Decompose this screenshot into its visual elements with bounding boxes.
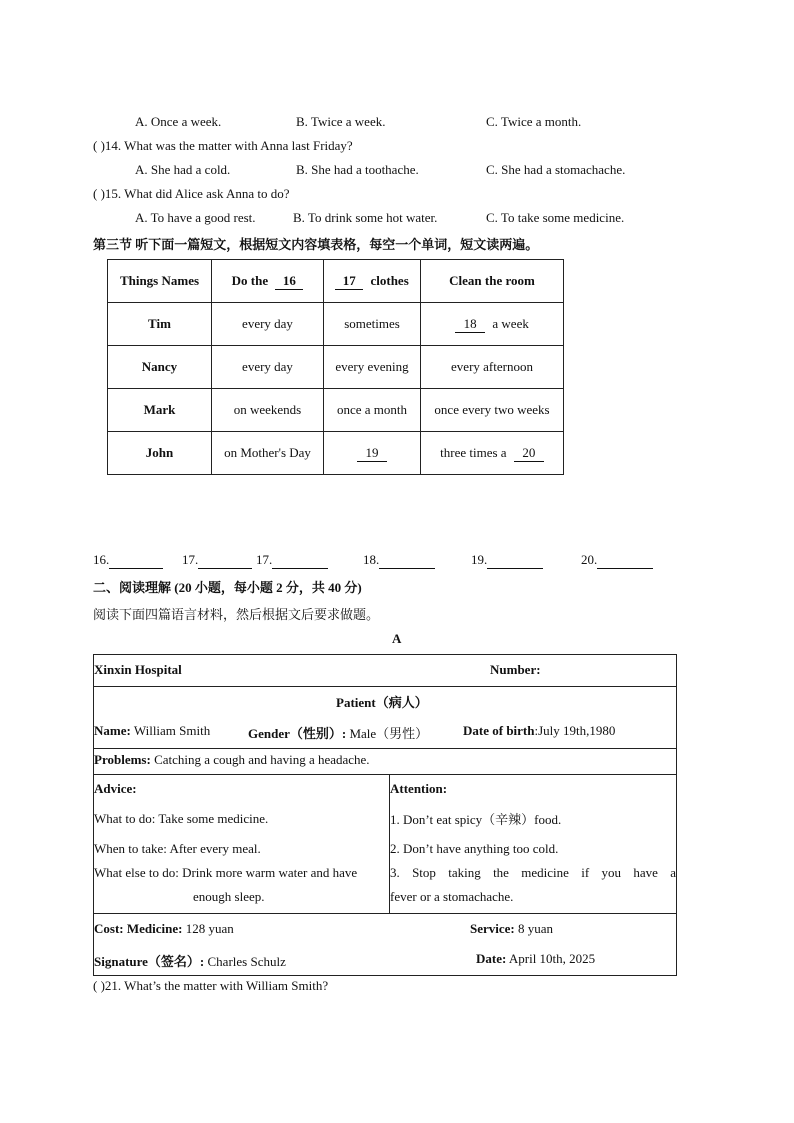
q13-option-a: A. Once a week.	[135, 114, 222, 129]
q13-option-c: C. Twice a month.	[486, 114, 582, 129]
row-cell: sometimes	[324, 303, 421, 346]
signature	[94, 951, 286, 970]
problems-label: Problems:	[94, 752, 151, 767]
answer-19-label: 19.	[471, 552, 488, 567]
q21-question: ( )21. What’s the matter with William Smith?	[93, 978, 329, 993]
signature-value: Charles Schulz	[204, 954, 286, 969]
date-value: April 10th, 2025	[506, 951, 596, 966]
q14-option-c: C. She had a stomachache.	[486, 162, 626, 177]
hospital-name: Xinxin Hospital	[94, 662, 182, 677]
table-header-row	[108, 260, 564, 303]
blank-20: 20	[514, 445, 544, 462]
q14-option-a: A. She had a cold.	[135, 162, 231, 177]
answer-16	[93, 552, 163, 569]
answer-17b	[256, 552, 328, 569]
answer-20	[581, 552, 653, 569]
q14-question: ( )14. What was the matter with Anna last Friday?	[93, 138, 353, 153]
attention-3-cont: fever or a stomachache.	[390, 889, 514, 904]
row-cell: once every two weeks	[421, 389, 564, 432]
row-cell: every afternoon	[421, 346, 564, 389]
patient-dob	[463, 723, 615, 739]
name-value: William Smith	[130, 723, 211, 738]
hospital-form	[93, 654, 677, 976]
listening-table	[107, 259, 564, 475]
advice-what-to-do: What to do: Take some medicine.	[94, 811, 269, 826]
answer-17-label: 17.	[182, 552, 199, 567]
service-label: Service:	[470, 921, 515, 936]
answer-20-label: 20.	[581, 552, 598, 567]
signature-label: Signature（签名）:	[94, 954, 205, 969]
row-cell	[421, 432, 564, 475]
patient-name	[94, 723, 210, 739]
row-name: Mark	[108, 389, 212, 432]
service-value: 8 yuan	[514, 921, 554, 936]
attention-label: Attention:	[390, 781, 448, 796]
table-row	[108, 432, 564, 475]
q15-option-a: A. To have a good rest.	[135, 210, 256, 225]
row-cell: on Mother's Day	[212, 432, 324, 475]
name-label: Name:	[94, 723, 131, 738]
answer-16-label: 16.	[93, 552, 110, 567]
number-label: Number:	[490, 662, 541, 677]
section3-heading: 第三节 听下面一篇短文，根据短文内容填表格，每空一个单词，短文读两遍。	[93, 237, 539, 252]
row-cell: on weekends	[212, 389, 324, 432]
form-date	[476, 951, 595, 967]
table-row	[108, 346, 564, 389]
advice-else-cont: enough sleep.	[193, 889, 265, 904]
q14-option-b: B. She had a toothache.	[296, 162, 419, 177]
q15-option-c: C. To take some medicine.	[486, 210, 625, 225]
cost-label: Cost: Medicine:	[94, 921, 183, 936]
q13-option-b: B. Twice a week.	[296, 114, 386, 129]
attention-3: 3. Stop taking the medicine if you have a	[390, 865, 676, 880]
answer-18-label: 18.	[363, 552, 380, 567]
attention-2: 2. Don’t have anything too cold.	[390, 841, 559, 856]
cost-medicine	[94, 921, 234, 937]
date-label: Date:	[476, 951, 507, 966]
q15-question: ( )15. What did Alice ask Anna to do?	[93, 186, 290, 201]
blank-17: 17	[335, 273, 363, 290]
row-cell: once a month	[324, 389, 421, 432]
row-cell: every day	[212, 346, 324, 389]
passage-a-label: A	[392, 631, 402, 646]
answer-19	[471, 552, 543, 569]
table-row	[108, 389, 564, 432]
problems-value: Catching a cough and having a headache.	[150, 752, 370, 767]
row-cell	[421, 303, 564, 346]
row-name: Nancy	[108, 346, 212, 389]
dob-label: Date of birth	[463, 723, 535, 738]
part2-title: 二、阅读理解 (20 小题，每小题 2 分，共 40 分)	[93, 580, 362, 595]
row-cell-text: a week	[492, 315, 529, 331]
answer-17b-label: 17.	[256, 552, 273, 567]
problems	[94, 752, 370, 768]
header-clothes	[324, 260, 421, 303]
row-cell-text: three times a	[440, 444, 507, 460]
header-things-names: Things Names	[108, 260, 212, 303]
row-cell: every day	[212, 303, 324, 346]
blank-18: 18	[455, 316, 485, 333]
answer-18	[363, 552, 435, 569]
dob-value: :July 19th,1980	[534, 723, 616, 738]
cost-service	[470, 921, 553, 937]
table-row	[108, 303, 564, 346]
cost-value: 128 yuan	[182, 921, 234, 936]
answer-17	[182, 552, 252, 569]
row-cell: every evening	[324, 346, 421, 389]
q15-option-b: B. To drink some hot water.	[293, 210, 438, 225]
advice-label: Advice:	[94, 781, 137, 796]
header-clean-room: Clean the room	[421, 260, 564, 303]
patient-gender	[248, 723, 428, 742]
row-name: John	[108, 432, 212, 475]
gender-value: Male（男性）	[346, 726, 429, 741]
gender-label: Gender（性别）:	[248, 726, 347, 741]
patient-heading: Patient（病人）	[336, 695, 428, 710]
header-do-the	[212, 260, 324, 303]
row-cell	[324, 432, 421, 475]
advice-else: What else to do: Drink more warm water and have	[94, 865, 358, 880]
blank-19: 19	[357, 445, 387, 462]
part2-instructions: 阅读下面四篇语言材料，然后根据文后要求做题。	[93, 607, 380, 622]
blank-16: 16	[275, 273, 303, 290]
row-name: Tim	[108, 303, 212, 346]
header-do-the-label: Do the	[231, 272, 269, 288]
advice-when-to-take: When to take: After every meal.	[94, 841, 261, 856]
attention-1: 1. Don’t eat spicy（辛辣）food.	[390, 812, 562, 827]
header-clothes-label: clothes	[370, 272, 409, 288]
